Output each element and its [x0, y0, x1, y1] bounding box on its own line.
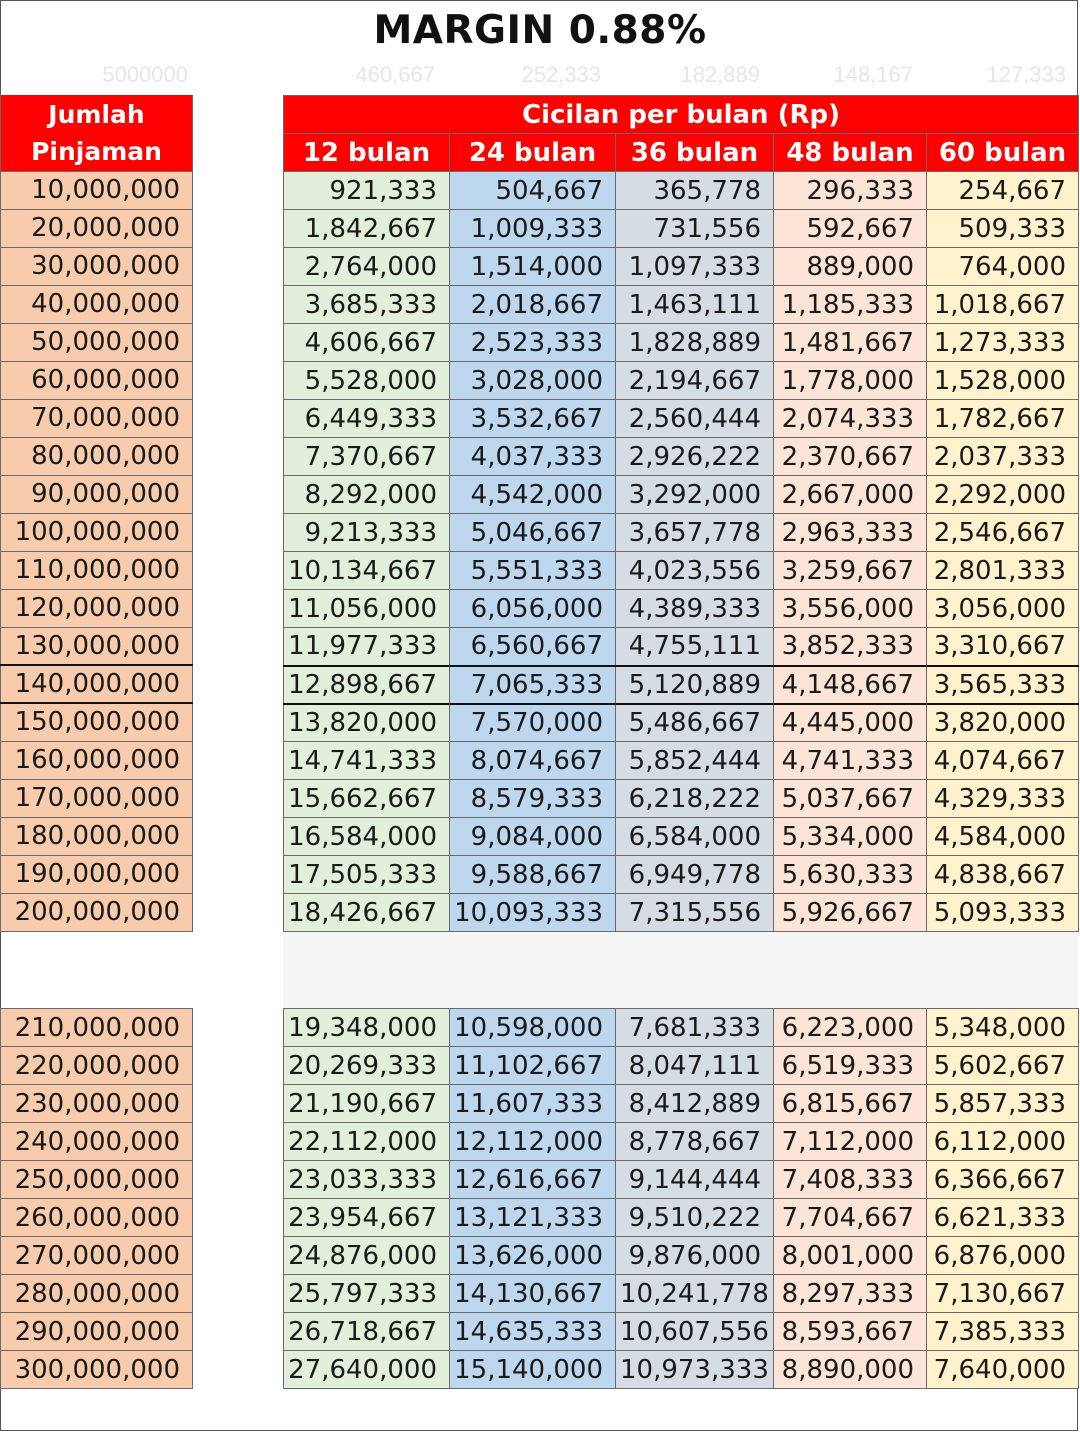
- installment-cell-12-bulan: 12,898,667: [284, 666, 450, 704]
- installment-row: [284, 780, 1079, 818]
- loan-row: [1, 1085, 193, 1123]
- installment-cell-24-bulan: 9,084,000: [450, 818, 616, 856]
- installment-cell-36-bulan: 1,097,333: [616, 248, 774, 286]
- installment-cell-24-bulan: 4,037,333: [450, 438, 616, 476]
- installment-cell-24-bulan: 12,112,000: [450, 1123, 616, 1161]
- installment-cell-48-bulan: 8,001,000: [774, 1237, 927, 1275]
- faint-value: 5000000: [102, 62, 188, 87]
- loan-row: [1, 703, 193, 741]
- installment-cell-12-bulan: 15,662,667: [284, 780, 450, 818]
- installment-cell-12-bulan: 23,954,667: [284, 1199, 450, 1237]
- installment-cell-12-bulan: 4,606,667: [284, 324, 450, 362]
- installment-cell-48-bulan: 2,667,000: [774, 476, 927, 514]
- loan-amount-cell: 40,000,000: [1, 285, 193, 323]
- installment-cell-60-bulan: 509,333: [927, 210, 1079, 248]
- installment-cell-60-bulan: 6,366,667: [927, 1161, 1079, 1199]
- loan-amount-cell: 200,000,000: [1, 893, 193, 931]
- loan-row: [1, 779, 193, 817]
- installment-cell-12-bulan: 921,333: [284, 172, 450, 210]
- installment-cell-36-bulan: 7,681,333: [616, 1009, 774, 1047]
- installment-cell-36-bulan: 8,778,667: [616, 1123, 774, 1161]
- loan-amount-cell: 270,000,000: [1, 1237, 193, 1275]
- loan-amount-cell: 220,000,000: [1, 1047, 193, 1085]
- installment-row: [284, 704, 1079, 742]
- installment-row: [284, 552, 1079, 590]
- installment-cell-48-bulan: 592,667: [774, 210, 927, 248]
- installment-cell-60-bulan: 4,074,667: [927, 742, 1079, 780]
- installment-row: [284, 248, 1079, 286]
- installment-cell-48-bulan: 1,778,000: [774, 362, 927, 400]
- installment-cell-36-bulan: 731,556: [616, 210, 774, 248]
- loan-row: [1, 817, 193, 855]
- loan-row: [1, 627, 193, 665]
- installment-cell-48-bulan: 7,408,333: [774, 1161, 927, 1199]
- installment-cell-24-bulan: 504,667: [450, 172, 616, 210]
- tenor-header-48: 48 bulan: [774, 134, 927, 172]
- installment-cell-48-bulan: 8,297,333: [774, 1275, 927, 1313]
- installment-cell-24-bulan: 5,551,333: [450, 552, 616, 590]
- installment-cell-48-bulan: 8,593,667: [774, 1313, 927, 1351]
- installment-cell-36-bulan: 365,778: [616, 172, 774, 210]
- loan-amount-cell: 20,000,000: [1, 209, 193, 247]
- loan-row: [1, 855, 193, 893]
- loan-amount-cell: 210,000,000: [1, 1009, 193, 1047]
- loan-row: [1, 893, 193, 931]
- installment-cell-36-bulan: 9,510,222: [616, 1199, 774, 1237]
- installment-cell-60-bulan: 764,000: [927, 248, 1079, 286]
- installment-cell-36-bulan: 9,144,444: [616, 1161, 774, 1199]
- faint-value: 460,667: [355, 62, 435, 87]
- installment-row: [284, 742, 1079, 780]
- faint-value: 182,889: [680, 62, 760, 87]
- installment-cell-36-bulan: 5,486,667: [616, 704, 774, 742]
- installment-cell-24-bulan: 7,570,000: [450, 704, 616, 742]
- installment-cell-60-bulan: 6,112,000: [927, 1123, 1079, 1161]
- faint-value: 127,333: [986, 62, 1066, 87]
- installment-cell-48-bulan: 4,741,333: [774, 742, 927, 780]
- installment-cell-24-bulan: 10,598,000: [450, 1009, 616, 1047]
- installment-row: [284, 400, 1079, 438]
- installment-cell-12-bulan: 3,685,333: [284, 286, 450, 324]
- installment-cell-36-bulan: 4,389,333: [616, 590, 774, 628]
- installment-cell-36-bulan: 6,584,000: [616, 818, 774, 856]
- installment-cell-12-bulan: 11,977,333: [284, 628, 450, 666]
- installment-cell-48-bulan: 5,037,667: [774, 780, 927, 818]
- loan-row: [1, 209, 193, 247]
- installment-cell-48-bulan: 6,223,000: [774, 1009, 927, 1047]
- installment-cell-48-bulan: 889,000: [774, 248, 927, 286]
- loan-row: [1, 1275, 193, 1313]
- installment-cell-36-bulan: 3,292,000: [616, 476, 774, 514]
- loan-row: [1, 513, 193, 551]
- installment-cell-24-bulan: 1,514,000: [450, 248, 616, 286]
- tenor-header-24: 24 bulan: [450, 134, 616, 172]
- loan-amount-cell: 280,000,000: [1, 1275, 193, 1313]
- installment-cell-60-bulan: 3,820,000: [927, 704, 1079, 742]
- installment-table-2: [283, 1008, 1079, 1389]
- loan-amount-cell: 70,000,000: [1, 399, 193, 437]
- installment-cell-36-bulan: 7,315,556: [616, 894, 774, 932]
- loan-row: [1, 1351, 193, 1389]
- installment-cell-24-bulan: 2,523,333: [450, 324, 616, 362]
- installment-cell-24-bulan: 9,588,667: [450, 856, 616, 894]
- installment-cell-60-bulan: 3,310,667: [927, 628, 1079, 666]
- installment-cell-36-bulan: 10,607,556: [616, 1313, 774, 1351]
- installment-cell-12-bulan: 17,505,333: [284, 856, 450, 894]
- installment-row: [284, 1313, 1079, 1351]
- installment-cell-24-bulan: 7,065,333: [450, 666, 616, 704]
- installment-cell-60-bulan: 7,130,667: [927, 1275, 1079, 1313]
- tenor-header-12: 12 bulan: [284, 134, 450, 172]
- installment-cell-24-bulan: 11,102,667: [450, 1047, 616, 1085]
- installment-cell-12-bulan: 13,820,000: [284, 704, 450, 742]
- installment-cell-60-bulan: 3,565,333: [927, 666, 1079, 704]
- installment-cell-48-bulan: 3,259,667: [774, 552, 927, 590]
- installment-cell-12-bulan: 23,033,333: [284, 1161, 450, 1199]
- loan-row: [1, 285, 193, 323]
- installment-cell-12-bulan: 14,741,333: [284, 742, 450, 780]
- installment-cell-48-bulan: 1,481,667: [774, 324, 927, 362]
- installment-group-header: Cicilan per bulan (Rp): [284, 96, 1079, 134]
- installment-cell-60-bulan: 2,546,667: [927, 514, 1079, 552]
- loan-amount-cell: 160,000,000: [1, 741, 193, 779]
- installment-cell-48-bulan: 1,185,333: [774, 286, 927, 324]
- installment-row: [284, 172, 1079, 210]
- installment-row: [284, 362, 1079, 400]
- loan-row: [1, 323, 193, 361]
- installment-cell-36-bulan: 4,755,111: [616, 628, 774, 666]
- installment-cell-24-bulan: 14,130,667: [450, 1275, 616, 1313]
- installment-cell-24-bulan: 3,028,000: [450, 362, 616, 400]
- installment-cell-12-bulan: 26,718,667: [284, 1313, 450, 1351]
- installment-row: [284, 1161, 1079, 1199]
- loan-amount-cell: 250,000,000: [1, 1161, 193, 1199]
- installment-cell-12-bulan: 24,876,000: [284, 1237, 450, 1275]
- installment-cell-12-bulan: 10,134,667: [284, 552, 450, 590]
- installment-cell-60-bulan: 1,273,333: [927, 324, 1079, 362]
- installment-cell-48-bulan: 4,445,000: [774, 704, 927, 742]
- installment-cell-36-bulan: 6,949,778: [616, 856, 774, 894]
- loan-amount-cell: 150,000,000: [1, 703, 193, 741]
- installment-cell-60-bulan: 5,093,333: [927, 894, 1079, 932]
- installment-cell-60-bulan: 254,667: [927, 172, 1079, 210]
- loan-amount-cell: 60,000,000: [1, 361, 193, 399]
- installment-row: [284, 1047, 1079, 1085]
- installment-row: [284, 210, 1079, 248]
- loan-row: [1, 437, 193, 475]
- loan-amount-cell: 230,000,000: [1, 1085, 193, 1123]
- installment-cell-48-bulan: 8,890,000: [774, 1351, 927, 1389]
- loan-amount-table: [0, 95, 193, 932]
- loan-row: [1, 741, 193, 779]
- installment-cell-36-bulan: 1,828,889: [616, 324, 774, 362]
- installment-cell-48-bulan: 5,630,333: [774, 856, 927, 894]
- installment-cell-24-bulan: 12,616,667: [450, 1161, 616, 1199]
- loan-amount-cell: 180,000,000: [1, 817, 193, 855]
- installment-cell-36-bulan: 9,876,000: [616, 1237, 774, 1275]
- installment-cell-12-bulan: 9,213,333: [284, 514, 450, 552]
- installment-cell-36-bulan: 4,023,556: [616, 552, 774, 590]
- installment-cell-48-bulan: 2,370,667: [774, 438, 927, 476]
- installment-cell-24-bulan: 10,093,333: [450, 894, 616, 932]
- installment-cell-60-bulan: 4,329,333: [927, 780, 1079, 818]
- loan-amount-cell: 130,000,000: [1, 627, 193, 665]
- loan-amount-table-2: [0, 1008, 193, 1389]
- installment-cell-36-bulan: 5,120,889: [616, 666, 774, 704]
- installment-cell-12-bulan: 5,528,000: [284, 362, 450, 400]
- installment-cell-60-bulan: 5,602,667: [927, 1047, 1079, 1085]
- loan-amount-cell: 80,000,000: [1, 437, 193, 475]
- installment-row: [284, 856, 1079, 894]
- installment-cell-36-bulan: 1,463,111: [616, 286, 774, 324]
- installment-cell-24-bulan: 2,018,667: [450, 286, 616, 324]
- tenor-header-36: 36 bulan: [616, 134, 774, 172]
- loan-row: [1, 247, 193, 285]
- page-title: MARGIN 0.88%: [373, 8, 707, 53]
- loan-header-line2: Pinjaman: [1, 133, 193, 171]
- loan-amount-cell: 90,000,000: [1, 475, 193, 513]
- loan-amount-cell: 170,000,000: [1, 779, 193, 817]
- loan-row: [1, 551, 193, 589]
- installment-cell-60-bulan: 1,528,000: [927, 362, 1079, 400]
- loan-amount-cell: 10,000,000: [1, 171, 193, 209]
- installment-cell-48-bulan: 3,852,333: [774, 628, 927, 666]
- installment-cell-12-bulan: 25,797,333: [284, 1275, 450, 1313]
- installment-cell-12-bulan: 20,269,333: [284, 1047, 450, 1085]
- loan-row: [1, 475, 193, 513]
- installment-cell-12-bulan: 2,764,000: [284, 248, 450, 286]
- installment-cell-12-bulan: 11,056,000: [284, 590, 450, 628]
- installment-cell-24-bulan: 8,579,333: [450, 780, 616, 818]
- faint-value: 148,167: [833, 62, 913, 87]
- loan-row: [1, 171, 193, 209]
- installment-row: [284, 438, 1079, 476]
- installment-cell-36-bulan: 6,218,222: [616, 780, 774, 818]
- loan-row: [1, 399, 193, 437]
- installment-cell-60-bulan: 2,037,333: [927, 438, 1079, 476]
- installment-cell-12-bulan: 19,348,000: [284, 1009, 450, 1047]
- installment-cell-12-bulan: 1,842,667: [284, 210, 450, 248]
- installment-row: [284, 1351, 1079, 1389]
- installment-row: [284, 1237, 1079, 1275]
- loan-amount-cell: 120,000,000: [1, 589, 193, 627]
- installment-cell-36-bulan: 2,194,667: [616, 362, 774, 400]
- installment-row: [284, 1085, 1079, 1123]
- loan-amount-cell: 100,000,000: [1, 513, 193, 551]
- installment-row: [284, 628, 1079, 666]
- installment-row: [284, 590, 1079, 628]
- installment-cell-24-bulan: 4,542,000: [450, 476, 616, 514]
- installment-cell-60-bulan: 7,640,000: [927, 1351, 1079, 1389]
- installment-cell-60-bulan: 5,348,000: [927, 1009, 1079, 1047]
- installment-cell-36-bulan: 2,926,222: [616, 438, 774, 476]
- installment-cell-24-bulan: 8,074,667: [450, 742, 616, 780]
- installment-cell-60-bulan: 4,838,667: [927, 856, 1079, 894]
- installment-cell-48-bulan: 4,148,667: [774, 666, 927, 704]
- loan-row: [1, 1199, 193, 1237]
- installment-cell-48-bulan: 7,704,667: [774, 1199, 927, 1237]
- tenor-header-60: 60 bulan: [927, 134, 1079, 172]
- installment-cell-36-bulan: 8,047,111: [616, 1047, 774, 1085]
- loan-row: [1, 1047, 193, 1085]
- installment-cell-24-bulan: 1,009,333: [450, 210, 616, 248]
- table-gap: [283, 932, 1078, 1008]
- installment-cell-48-bulan: 3,556,000: [774, 590, 927, 628]
- loan-amount-cell: 110,000,000: [1, 551, 193, 589]
- loan-header-line1: Jumlah: [1, 95, 193, 133]
- loan-amount-cell: 260,000,000: [1, 1199, 193, 1237]
- installment-cell-24-bulan: 15,140,000: [450, 1351, 616, 1389]
- installment-cell-12-bulan: 16,584,000: [284, 818, 450, 856]
- installment-cell-12-bulan: 6,449,333: [284, 400, 450, 438]
- loan-row: [1, 361, 193, 399]
- installment-cell-12-bulan: 21,190,667: [284, 1085, 450, 1123]
- installment-cell-60-bulan: 2,292,000: [927, 476, 1079, 514]
- installment-cell-12-bulan: 22,112,000: [284, 1123, 450, 1161]
- installment-cell-60-bulan: 1,018,667: [927, 286, 1079, 324]
- installment-cell-36-bulan: 5,852,444: [616, 742, 774, 780]
- loan-amount-cell: 50,000,000: [1, 323, 193, 361]
- installment-cell-36-bulan: 8,412,889: [616, 1085, 774, 1123]
- installment-cell-48-bulan: 2,074,333: [774, 400, 927, 438]
- installment-cell-60-bulan: 1,782,667: [927, 400, 1079, 438]
- loan-row: [1, 1161, 193, 1199]
- installment-row: [284, 666, 1079, 704]
- installment-cell-24-bulan: 3,532,667: [450, 400, 616, 438]
- installment-cell-36-bulan: 2,560,444: [616, 400, 774, 438]
- installment-cell-24-bulan: 5,046,667: [450, 514, 616, 552]
- installment-cell-24-bulan: 14,635,333: [450, 1313, 616, 1351]
- installment-cell-12-bulan: 27,640,000: [284, 1351, 450, 1389]
- installment-cell-60-bulan: 5,857,333: [927, 1085, 1079, 1123]
- installment-cell-48-bulan: 6,519,333: [774, 1047, 927, 1085]
- installment-row: [284, 1123, 1079, 1161]
- installment-cell-36-bulan: 10,973,333: [616, 1351, 774, 1389]
- loan-amount-cell: 30,000,000: [1, 247, 193, 285]
- installment-row: [284, 1275, 1079, 1313]
- installment-row: [284, 476, 1079, 514]
- loan-amount-cell: 290,000,000: [1, 1313, 193, 1351]
- installment-cell-48-bulan: 5,334,000: [774, 818, 927, 856]
- installment-cell-60-bulan: 6,876,000: [927, 1237, 1079, 1275]
- loan-row: [1, 1123, 193, 1161]
- loan-row: [1, 1237, 193, 1275]
- installment-cell-12-bulan: 7,370,667: [284, 438, 450, 476]
- installment-row: [284, 324, 1079, 362]
- installment-cell-48-bulan: 296,333: [774, 172, 927, 210]
- installment-cell-12-bulan: 8,292,000: [284, 476, 450, 514]
- loan-row: [1, 589, 193, 627]
- installment-cell-60-bulan: 4,584,000: [927, 818, 1079, 856]
- loan-row: [1, 1009, 193, 1047]
- faint-value: 252,333: [521, 62, 601, 87]
- loan-amount-cell: 140,000,000: [1, 665, 193, 703]
- installment-cell-48-bulan: 5,926,667: [774, 894, 927, 932]
- loan-amount-cell: 190,000,000: [1, 855, 193, 893]
- installment-cell-24-bulan: 13,121,333: [450, 1199, 616, 1237]
- loan-row: [1, 1313, 193, 1351]
- installment-row: [284, 286, 1079, 324]
- installment-cell-48-bulan: 2,963,333: [774, 514, 927, 552]
- installment-cell-60-bulan: 2,801,333: [927, 552, 1079, 590]
- installment-cell-24-bulan: 6,560,667: [450, 628, 616, 666]
- installment-cell-48-bulan: 6,815,667: [774, 1085, 927, 1123]
- installment-cell-24-bulan: 13,626,000: [450, 1237, 616, 1275]
- installment-row: [284, 1199, 1079, 1237]
- installment-table: [283, 95, 1079, 932]
- installment-row: [284, 514, 1079, 552]
- loan-row: [1, 665, 193, 703]
- loan-amount-cell: 240,000,000: [1, 1123, 193, 1161]
- installment-row: [284, 818, 1079, 856]
- loan-amount-cell: 300,000,000: [1, 1351, 193, 1389]
- installment-cell-60-bulan: 3,056,000: [927, 590, 1079, 628]
- installment-cell-36-bulan: 3,657,778: [616, 514, 774, 552]
- installment-cell-60-bulan: 6,621,333: [927, 1199, 1079, 1237]
- installment-cell-24-bulan: 6,056,000: [450, 590, 616, 628]
- installment-cell-24-bulan: 11,607,333: [450, 1085, 616, 1123]
- installment-cell-60-bulan: 7,385,333: [927, 1313, 1079, 1351]
- installment-row: [284, 894, 1079, 932]
- installment-row: [284, 1009, 1079, 1047]
- installment-cell-36-bulan: 10,241,778: [616, 1275, 774, 1313]
- installment-cell-12-bulan: 18,426,667: [284, 894, 450, 932]
- installment-cell-48-bulan: 7,112,000: [774, 1123, 927, 1161]
